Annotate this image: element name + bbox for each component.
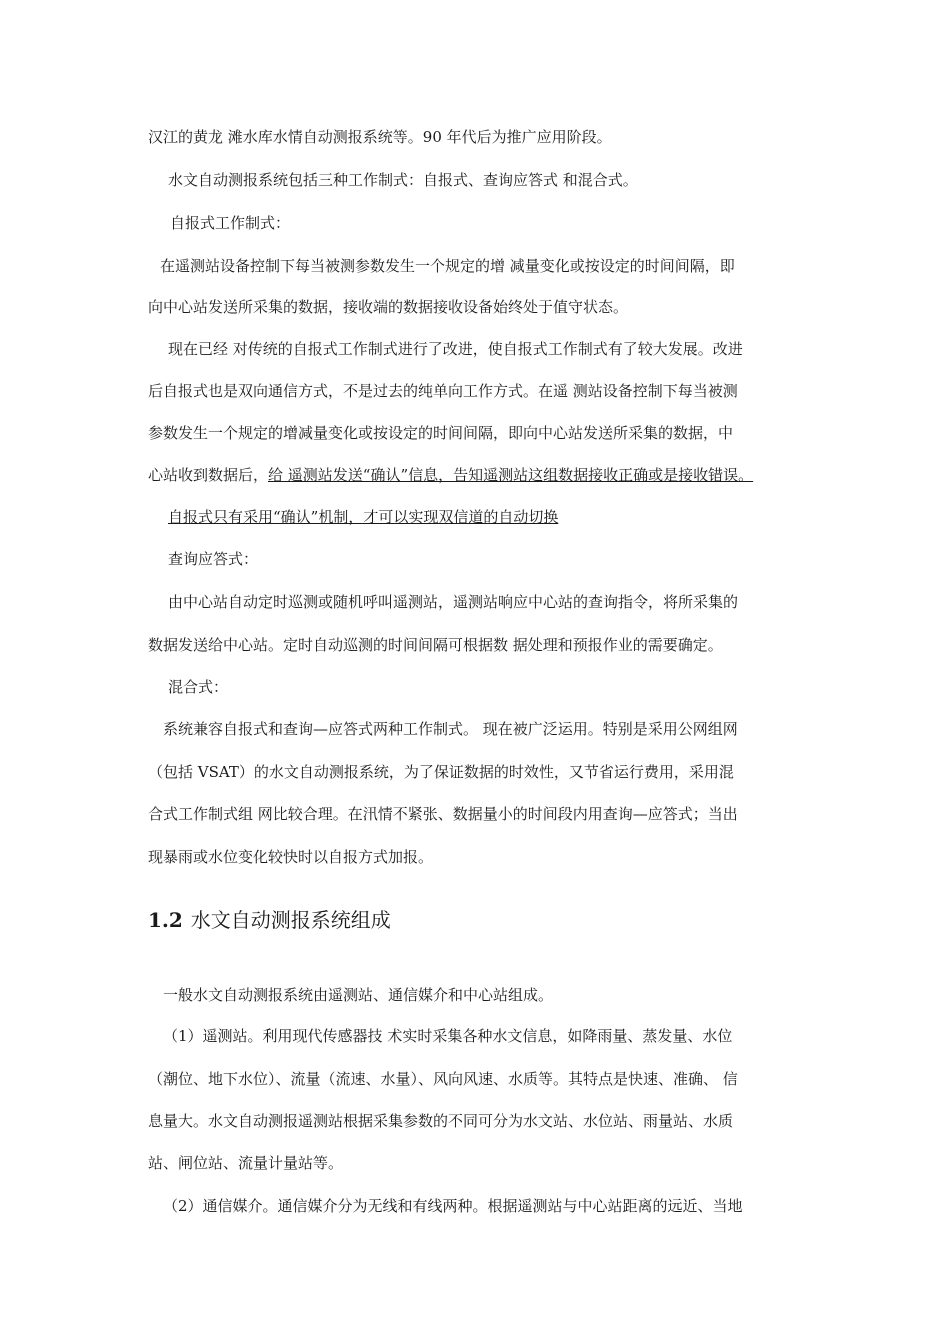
text-line: 参数发生一个规定的增减量变化或按设定的时间间隔，即向中心站发送所采集的数据，中	[148, 424, 734, 442]
text-line: （2）通信媒介。通信媒介分为无线和有线两种。根据遥测站与中心站距离的远近、当地	[163, 1197, 743, 1215]
text-line	[148, 465, 753, 485]
section-label: 混合式：	[168, 678, 229, 696]
text-line: 现在已经 对传统的自报式工作制式进行了改进，使自报式工作制式有了较大发展。改进	[168, 340, 743, 358]
text-line: 在遥测站设备控制下每当被测参数发生一个规定的增 减量变化或按设定的时间间隔，即	[160, 257, 735, 275]
text-line: 向中心站发送所采集的数据，接收端的数据接收设备始终处于值守状态。	[148, 298, 629, 316]
text-span: 心站收到数据后，	[148, 466, 269, 484]
text-line: （包括 VSAT）的水文自动测报系统，为了保证数据的时效性，又节省运行费用，采用混	[148, 763, 734, 781]
section-number: 1.2	[148, 908, 183, 932]
text-line: 合式工作制式组 网比较合理。在汛情不紧张、数据量小的时间段内用查询—应答式；当出	[148, 805, 738, 823]
text-line: 一般水文自动测报系统由遥测站、通信媒介和中心站组成。	[163, 986, 554, 1004]
text-line: 数据发送给中心站。定时自动巡测的时间间隔可根据数 据处理和预报作业的需要确定。	[148, 636, 723, 654]
section-label: 查询应答式：	[168, 550, 259, 568]
section-label: 自报式工作制式：	[170, 214, 291, 232]
underlined-text: 自报式只有采用“确认”机制，才可以实现双信道的自动切换	[168, 508, 559, 526]
section-heading	[148, 907, 391, 933]
text-line: 水文自动测报系统包括三种工作制式：自报式、查询应答式 和混合式。	[168, 171, 638, 189]
underlined-text: 给 遥测站发送“确认”信息，告知遥测站这组数据接收正确或是接收错误。	[268, 466, 754, 484]
text-line: 汉江的黄龙 滩水库水情自动测报系统等。90 年代后为推广应用阶段。	[148, 128, 612, 146]
text-line: 由中心站自动定时巡测或随机呼叫遥测站，遥测站响应中心站的查询指令，将所采集的	[168, 593, 739, 611]
text-line: 现暴雨或水位变化较快时以自报方式加报。	[148, 848, 434, 866]
text-line: 站、闸位站、流量计量站等。	[148, 1154, 344, 1172]
text-line: （潮位、地下水位）、流量（流速、水量）、风向风速、水质等。其特点是快速、准确、 信	[148, 1070, 738, 1088]
text-line: 系统兼容自报式和查询—应答式两种工作制式。 现在被广泛运用。特别是采用公网组网	[163, 720, 738, 738]
text-line: 后自报式也是双向通信方式，不是过去的纯单向工作方式。在遥 测站设备控制下每当被测	[148, 382, 738, 400]
text-line: （1）遥测站。利用现代传感器技 术实时采集各种水文信息，如降雨量、蒸发量、水位	[163, 1027, 733, 1045]
section-title: 水文自动测报系统组成	[190, 908, 391, 932]
text-line: 息量大。水文自动测报遥测站根据采集参数的不同可分为水文站、水位站、雨量站、水质	[148, 1112, 734, 1130]
